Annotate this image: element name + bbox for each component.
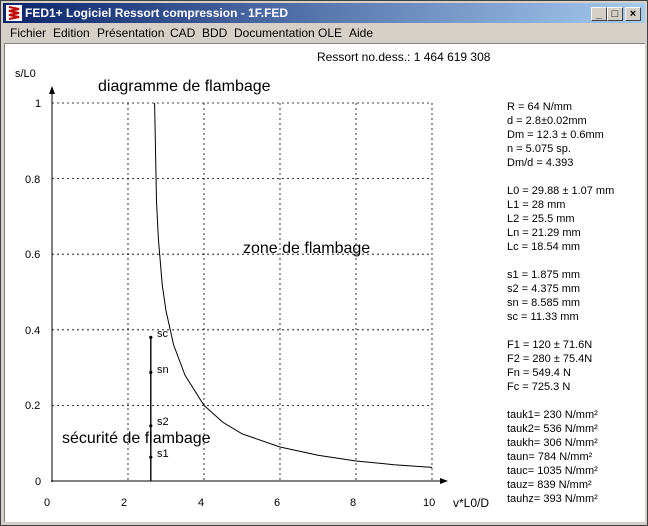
result-line: tauc= 1035 N/mm² (507, 465, 598, 477)
window-title: FED1+ Logiciel Ressort compression - 1F.FED (25, 6, 289, 20)
y-axis-arrow-icon (49, 86, 55, 94)
result-line: Dm = 12.3 ± 0.6mm (507, 129, 604, 141)
marker-label-sn: sn (157, 364, 169, 376)
menu-cad[interactable]: CAD (170, 26, 196, 40)
marker-point-s2 (149, 424, 152, 427)
result-line: Ln = 21.29 mm (507, 227, 581, 239)
result-line: L1 = 28 mm (507, 199, 566, 211)
menu-bar (3, 24, 645, 42)
marker-point-sn (149, 371, 152, 374)
result-line: taun= 784 N/mm² (507, 451, 593, 463)
menu-presentation[interactable]: Présentation (97, 26, 165, 40)
x-axis-arrow-icon (440, 478, 448, 484)
y-tick-label: 0.2 (25, 400, 41, 412)
result-line: Fc = 725.3 N (507, 381, 571, 393)
drawing-number: Ressort no.dess.: 1 464 619 308 (317, 50, 491, 64)
result-line (507, 170, 614, 184)
menu-bdd[interactable]: BDD (202, 26, 228, 40)
minimize-button[interactable] (591, 7, 607, 21)
results-panel (507, 100, 614, 506)
y-tick-label: 0.6 (25, 249, 41, 261)
minimize-icon: _ (595, 8, 603, 20)
result-line: R = 64 N/mm (507, 101, 573, 113)
x-tick-label: 2 (121, 497, 128, 509)
menu-fichier[interactable]: Fichier (10, 26, 47, 40)
menu-aide[interactable]: Aide (349, 26, 374, 40)
marker-label-s2: s2 (157, 416, 169, 428)
close-button[interactable] (625, 7, 641, 21)
result-line: F2 = 280 ± 75.4N (507, 353, 593, 365)
result-line: s2 = 4.375 mm (507, 283, 581, 295)
marker-point-sc (149, 336, 152, 339)
result-line: n = 5.075 sp. (507, 143, 571, 155)
maximize-icon: □ (611, 8, 619, 20)
result-line: tauk1= 230 N/mm² (507, 409, 598, 421)
result-line: L2 = 25.5 mm (507, 213, 575, 225)
result-line: tauhz= 393 N/mm² (507, 493, 598, 505)
x-axis-label: v*L0/D (453, 496, 490, 510)
marker-label-sc: sc (157, 328, 168, 340)
result-line: d = 2.8±0.02mm (507, 115, 587, 127)
maximize-button[interactable] (607, 7, 623, 21)
result-line: tauz= 839 N/mm² (507, 479, 592, 491)
buckling-curve (155, 103, 432, 467)
y-tick-label: 0 (35, 476, 42, 488)
result-line: tauk2= 536 N/mm² (507, 423, 598, 435)
y-axis-label: s/L0 (15, 68, 36, 80)
menu-ole[interactable]: OLE (318, 26, 343, 40)
x-tick-label: 8 (350, 497, 357, 509)
result-line (507, 324, 614, 338)
x-tick-label: 10 (423, 497, 436, 509)
close-icon: × (629, 8, 637, 20)
result-line: s1 = 1.875 mm (507, 269, 581, 281)
drawing-area (4, 43, 645, 522)
result-line: Fn = 549.4 N (507, 367, 571, 379)
result-line (507, 254, 614, 268)
result-line: Lc = 18.54 mm (507, 241, 581, 253)
marker-label-s1: s1 (157, 448, 169, 460)
result-line: sn = 8.585 mm (507, 297, 581, 309)
x-tick-label: 4 (198, 497, 205, 509)
y-tick-label: 0.8 (25, 174, 41, 186)
x-tick-label: 0 (44, 497, 51, 509)
y-tick-label: 0.4 (25, 325, 41, 337)
buckling-zone-label: zone de flambage (243, 240, 371, 257)
title-bar[interactable] (3, 3, 645, 23)
result-line: L0 = 29.88 ± 1.07 mm (507, 185, 615, 197)
result-line (507, 394, 614, 408)
result-line: F1 = 120 ± 71.6N (507, 339, 593, 351)
result-line: Dm/d = 4.393 (507, 157, 574, 169)
x-tick-label: 6 (274, 497, 281, 509)
menu-edition[interactable]: Edition (53, 26, 90, 40)
menu-documentation[interactable]: Documentation (234, 26, 315, 40)
spring-app-icon (6, 5, 22, 21)
y-tick-label: 1 (35, 98, 42, 110)
marker-point-s1 (149, 456, 152, 459)
safety-zone-label: sécurité de flambage (62, 430, 211, 447)
result-line: sc = 11.33 mm (507, 311, 579, 323)
chart-title: diagramme de flambage (98, 78, 271, 95)
result-line: taukh= 306 N/mm² (507, 437, 598, 449)
